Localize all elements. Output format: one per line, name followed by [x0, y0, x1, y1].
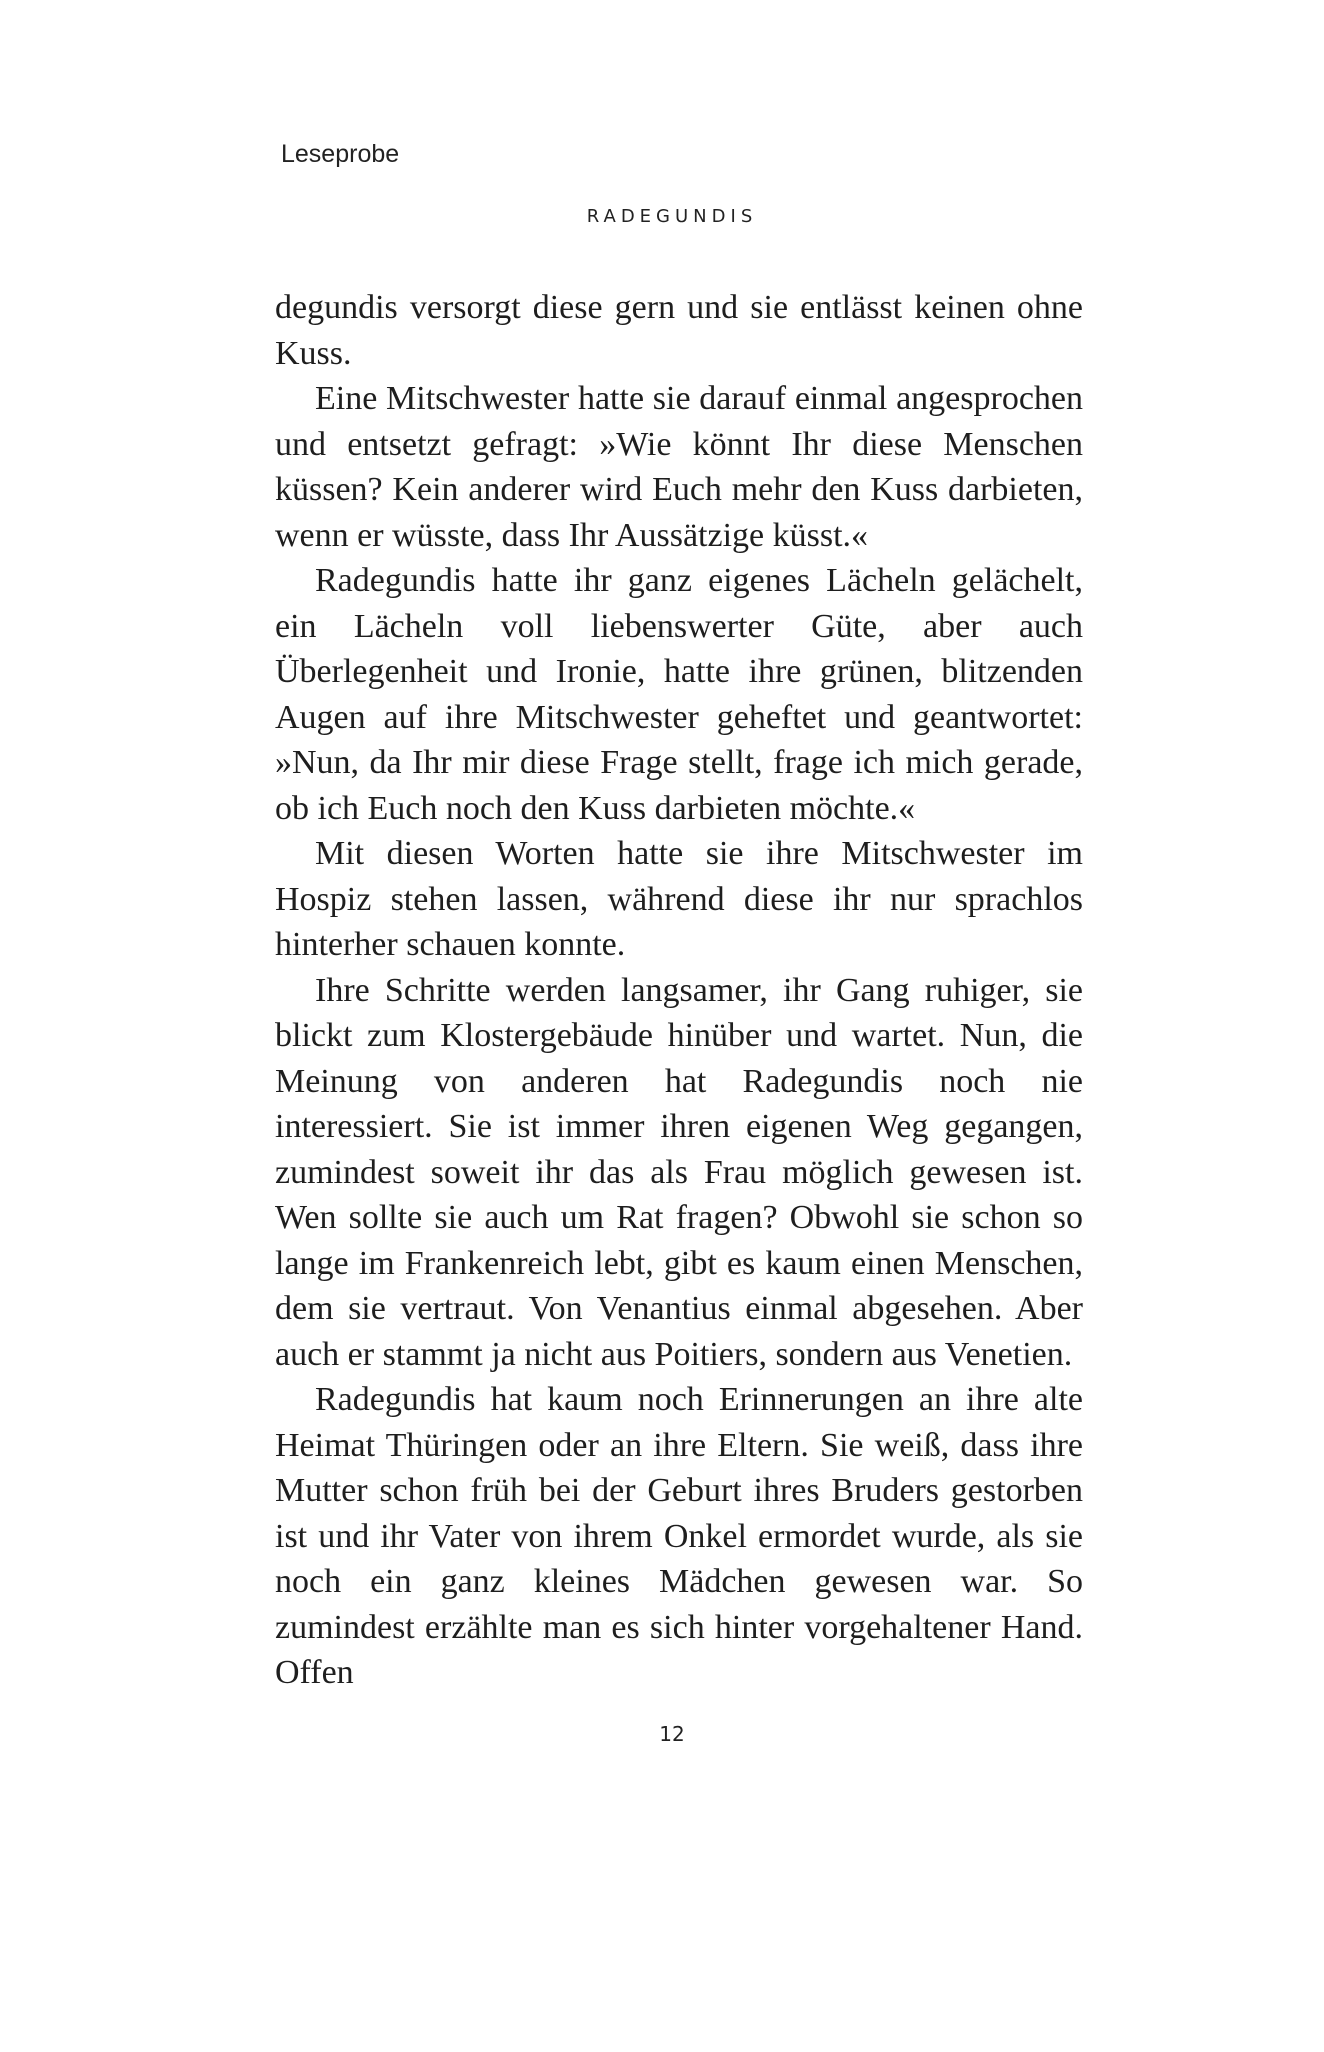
- paragraph: Radegundis hatte ihr ganz eigenes Lächeln gelächelt, ein Lächeln voll liebenswerter Güte, aber auch Überlegenheit und Ironie, hatte ihre grünen, blitzenden Augen auf ihre Mitschwester geheftet und geantwortet: »Nun, da Ihr mir diese Frage stellt, frage ich mich gerade, ob ich Euch noch den Kuss darbieten möchte.«: [275, 562, 1083, 827]
- paragraph: Ihre Schritte werden langsamer, ihr Gang ruhiger, sie blickt zum Klostergebäude hinüber und wartet. Nun, die Meinung von anderen hat Radegundis noch nie interessiert. Sie ist immer ihren eigenen Weg gegangen, zumindest soweit ihr das als Frau möglich gewesen ist. Wen sollte sie auch um Rat fragen? Obwohl sie schon so lange im Frankenreich lebt, gibt es kaum einen Menschen, dem sie vertraut. Von Venantius einmal abgesehen. Aber auch er stammt ja nicht aus Poitiers, sondern aus Venetien.: [275, 971, 1083, 1373]
- body-text: [275, 285, 1083, 1696]
- preview-label: Leseprobe: [281, 140, 400, 168]
- paragraph: Eine Mitschwester hatte sie darauf einmal angesprochen und entsetzt gefragt: »Wie könnt Ihr diese Menschen küssen? Kein anderer wird Euch mehr den Kuss darbieten, wenn er wüsste, dass Ihr Aussätzige küsst.«: [275, 380, 1083, 554]
- paragraph: Radegundis hat kaum noch Erinnerungen an ihre alte Heimat Thüringen oder an ihre Eltern. Sie weiß, dass ihre Mutter schon früh bei der Geburt ihres Bruders gestorben ist und ihr Vater von ihrem Onkel ermordet wurde, als sie noch ein ganz kleines Mädchen gewesen war. So zumindest erzählte man es sich hinter vorgehaltener Hand. Offen: [275, 1381, 1083, 1691]
- paragraph: Mit diesen Worten hatte sie ihre Mitschwester im Hospiz stehen lassen, während diese ihr nur sprachlos hinterher schauen konnte.: [275, 835, 1083, 963]
- page-number: 12: [659, 1722, 685, 1746]
- running-head: RADEGUNDIS: [586, 206, 758, 227]
- paragraph: degundis versorgt diese gern und sie entlässt keinen ohne Kuss.: [275, 289, 1083, 372]
